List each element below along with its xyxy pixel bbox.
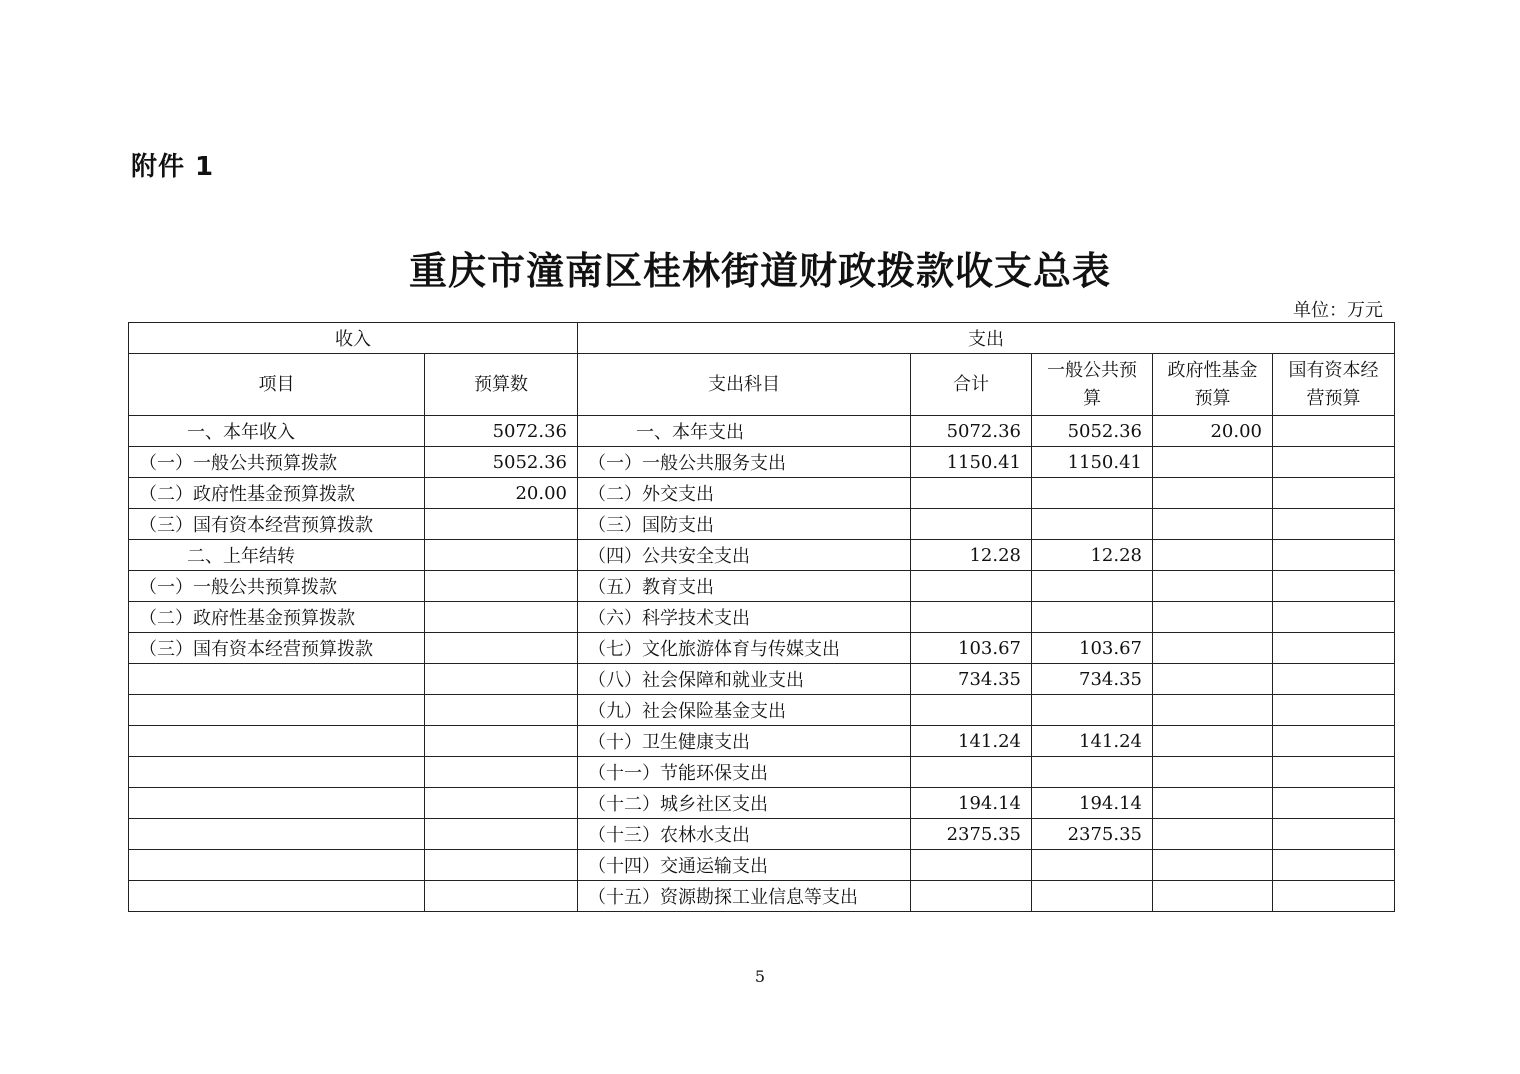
expense-total-cell — [911, 509, 1032, 540]
expense-total-cell: 141.24 — [911, 726, 1032, 757]
table-row — [129, 757, 1395, 788]
expense-total-cell: 12.28 — [911, 540, 1032, 571]
gov-fund-cell — [1153, 509, 1273, 540]
gov-fund-cell — [1153, 602, 1273, 633]
table-row — [129, 819, 1395, 850]
general-public-cell: 103.67 — [1032, 633, 1153, 664]
table-row — [129, 664, 1395, 695]
income-amount-cell — [425, 633, 578, 664]
income-amount-cell — [425, 757, 578, 788]
income-amount-cell — [425, 602, 578, 633]
page-title: 重庆市潼南区桂林街道财政拨款收支总表 — [408, 248, 1111, 293]
income-item-cell: （二）政府性基金预算拨款 — [129, 602, 425, 633]
general-public-cell: 194.14 — [1032, 788, 1153, 819]
expense-subject-cell: （六）科学技术支出 — [578, 602, 911, 633]
header-group-row — [129, 323, 1395, 354]
gov-fund-cell — [1153, 819, 1273, 850]
expense-subject-cell: （十五）资源勘探工业信息等支出 — [578, 881, 911, 912]
expense-total-cell — [911, 881, 1032, 912]
income-amount-cell — [425, 819, 578, 850]
table-row — [129, 478, 1395, 509]
expense-total-cell — [911, 850, 1032, 881]
gov-fund-cell — [1153, 540, 1273, 571]
income-amount-cell: 5052.36 — [425, 447, 578, 478]
expense-total-cell: 5072.36 — [911, 416, 1032, 447]
table-row — [129, 633, 1395, 664]
general-public-cell: 734.35 — [1032, 664, 1153, 695]
income-amount-cell: 5072.36 — [425, 416, 578, 447]
income-amount-cell — [425, 788, 578, 819]
general-public-cell — [1032, 478, 1153, 509]
income-item-cell — [129, 881, 425, 912]
page-number: 5 — [754, 967, 766, 986]
gov-fund-cell — [1153, 788, 1273, 819]
expense-subject-cell: （四）公共安全支出 — [578, 540, 911, 571]
gov-fund-cell — [1153, 664, 1273, 695]
gov-fund-cell — [1153, 726, 1273, 757]
income-amount-cell — [425, 881, 578, 912]
state-capital-cell — [1273, 602, 1395, 633]
income-amount-cell — [425, 664, 578, 695]
general-public-cell — [1032, 757, 1153, 788]
general-public-cell — [1032, 850, 1153, 881]
expense-subject-cell: （三）国防支出 — [578, 509, 911, 540]
state-capital-cell — [1273, 850, 1395, 881]
income-amount-cell — [425, 850, 578, 881]
state-capital-cell — [1273, 757, 1395, 788]
income-amount-cell — [425, 726, 578, 757]
income-item-cell: 二、上年结转 — [129, 540, 425, 571]
expense-subject-column-header: 支出科目 — [578, 354, 911, 416]
state-capital-cell — [1273, 633, 1395, 664]
income-item-cell: 一、本年收入 — [129, 416, 425, 447]
general-public-cell — [1032, 695, 1153, 726]
general-public-cell: 141.24 — [1032, 726, 1153, 757]
expense-total-cell: 734.35 — [911, 664, 1032, 695]
gov-fund-cell — [1153, 571, 1273, 602]
expense-subject-cell: （十二）城乡社区支出 — [578, 788, 911, 819]
table-row — [129, 509, 1395, 540]
table-row — [129, 447, 1395, 478]
income-amount-cell: 20.00 — [425, 478, 578, 509]
expense-total-cell: 2375.35 — [911, 819, 1032, 850]
gov-fund-cell — [1153, 633, 1273, 664]
income-item-cell: （二）政府性基金预算拨款 — [129, 478, 425, 509]
income-amount-cell — [425, 695, 578, 726]
income-amount-cell — [425, 571, 578, 602]
expense-group-header: 支出 — [578, 323, 1395, 354]
state-capital-cell — [1273, 509, 1395, 540]
state-capital-cell — [1273, 416, 1395, 447]
general-public-cell: 5052.36 — [1032, 416, 1153, 447]
state-capital-cell — [1273, 695, 1395, 726]
state-capital-cell — [1273, 447, 1395, 478]
gov-fund-cell — [1153, 447, 1273, 478]
income-item-cell — [129, 664, 425, 695]
expense-subject-cell: （十四）交通运输支出 — [578, 850, 911, 881]
gov-fund-cell — [1153, 757, 1273, 788]
gov-fund-cell — [1153, 695, 1273, 726]
expense-total-cell: 103.67 — [911, 633, 1032, 664]
table-row — [129, 602, 1395, 633]
expense-subject-cell: （五）教育支出 — [578, 571, 911, 602]
expense-subject-cell: （七）文化旅游体育与传媒支出 — [578, 633, 911, 664]
budget-amount-column-header: 预算数 — [425, 354, 578, 416]
general-public-cell: 1150.41 — [1032, 447, 1153, 478]
state-capital-cell — [1273, 788, 1395, 819]
expense-subject-cell: 一、本年支出 — [578, 416, 911, 447]
unit-label: 单位：万元 — [1293, 300, 1383, 321]
expense-subject-cell: （二）外交支出 — [578, 478, 911, 509]
state-capital-cell — [1273, 726, 1395, 757]
income-item-cell: （三）国有资本经营预算拨款 — [129, 633, 425, 664]
gov-fund-column-header: 政府性基金预算 — [1153, 354, 1273, 416]
gov-fund-cell — [1153, 881, 1273, 912]
general-public-cell — [1032, 881, 1153, 912]
general-public-column-header: 一般公共预算 — [1032, 354, 1153, 416]
gov-fund-cell — [1153, 850, 1273, 881]
state-capital-cell — [1273, 881, 1395, 912]
expense-subject-cell: （九）社会保险基金支出 — [578, 695, 911, 726]
total-column-header: 合计 — [911, 354, 1032, 416]
table-row — [129, 788, 1395, 819]
income-item-cell: （一）一般公共预算拨款 — [129, 571, 425, 602]
table-row — [129, 850, 1395, 881]
table-row — [129, 726, 1395, 757]
table-row — [129, 571, 1395, 602]
header-column-row — [129, 354, 1395, 416]
income-group-header: 收入 — [129, 323, 578, 354]
attachment-label: 附件 1 — [131, 152, 215, 182]
expense-subject-cell: （十）卫生健康支出 — [578, 726, 911, 757]
expense-subject-cell: （十三）农林水支出 — [578, 819, 911, 850]
income-amount-cell — [425, 540, 578, 571]
income-item-cell — [129, 819, 425, 850]
state-capital-cell — [1273, 664, 1395, 695]
expense-subject-cell: （十一）节能环保支出 — [578, 757, 911, 788]
expense-total-cell — [911, 571, 1032, 602]
table-row — [129, 540, 1395, 571]
state-capital-column-header: 国有资本经营预算 — [1273, 354, 1395, 416]
expense-total-cell — [911, 602, 1032, 633]
item-column-header: 项目 — [129, 354, 425, 416]
general-public-cell — [1032, 509, 1153, 540]
expense-total-cell: 194.14 — [911, 788, 1032, 819]
general-public-cell: 12.28 — [1032, 540, 1153, 571]
income-amount-cell — [425, 509, 578, 540]
income-item-cell: （一）一般公共预算拨款 — [129, 447, 425, 478]
income-item-cell — [129, 695, 425, 726]
income-item-cell — [129, 850, 425, 881]
income-item-cell: （三）国有资本经营预算拨款 — [129, 509, 425, 540]
income-item-cell — [129, 788, 425, 819]
expense-total-cell — [911, 757, 1032, 788]
budget-table — [128, 322, 1395, 912]
income-item-cell — [129, 757, 425, 788]
general-public-cell — [1032, 602, 1153, 633]
general-public-cell: 2375.35 — [1032, 819, 1153, 850]
gov-fund-cell: 20.00 — [1153, 416, 1273, 447]
expense-subject-cell: （八）社会保障和就业支出 — [578, 664, 911, 695]
expense-total-cell — [911, 478, 1032, 509]
state-capital-cell — [1273, 819, 1395, 850]
table-row — [129, 881, 1395, 912]
table-row — [129, 416, 1395, 447]
general-public-cell — [1032, 571, 1153, 602]
table-row — [129, 695, 1395, 726]
gov-fund-cell — [1153, 478, 1273, 509]
state-capital-cell — [1273, 571, 1395, 602]
expense-subject-cell: （一）一般公共服务支出 — [578, 447, 911, 478]
income-item-cell — [129, 726, 425, 757]
state-capital-cell — [1273, 540, 1395, 571]
state-capital-cell — [1273, 478, 1395, 509]
expense-total-cell: 1150.41 — [911, 447, 1032, 478]
expense-total-cell — [911, 695, 1032, 726]
